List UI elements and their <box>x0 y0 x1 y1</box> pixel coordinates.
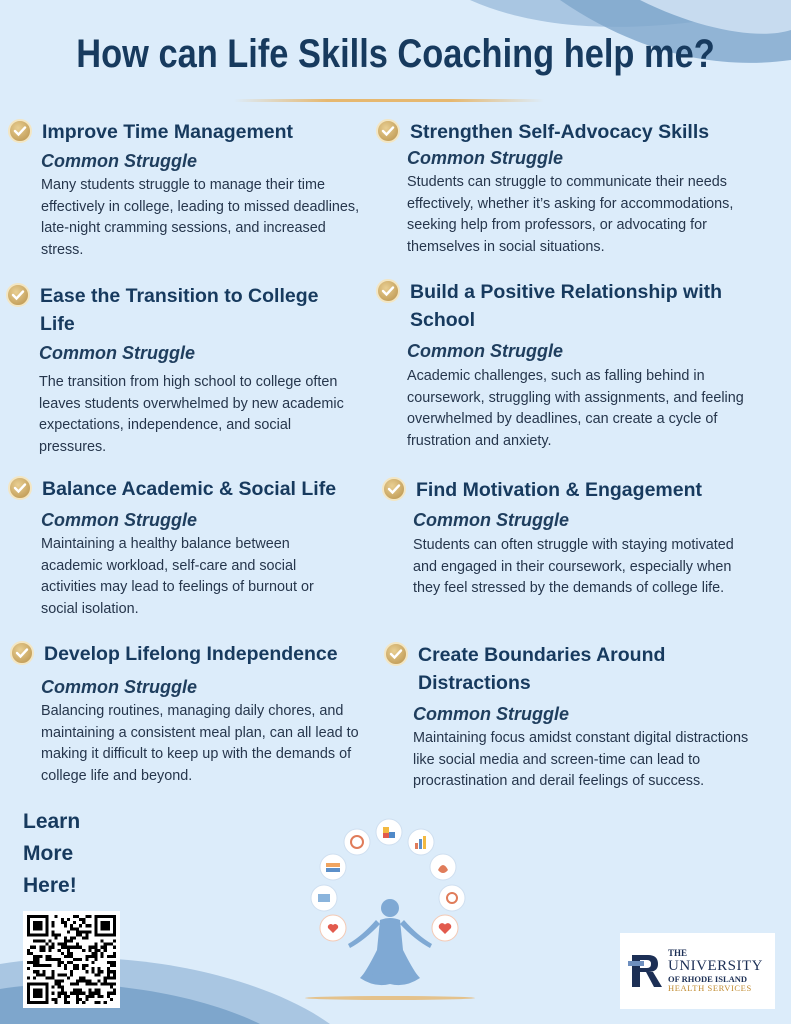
check-badge-icon <box>8 119 32 143</box>
learn-more-line: Learn <box>23 810 81 833</box>
section-independence <box>10 640 365 787</box>
section-subtitle: Common Struggle <box>41 151 197 171</box>
logo-text-line: HEALTH SERVICES <box>668 982 752 993</box>
check-badge-icon <box>8 476 32 500</box>
section-text: Balancing routines, managing daily chores, and maintaining a consistent meal plan, can all lead to making it difficult to keep up with the demands of college life and beyond. <box>41 703 359 784</box>
section-title: Ease the Transition to College Life <box>40 285 319 335</box>
meditation-illustration <box>300 810 480 1020</box>
section-text: Many students struggle to manage their time effectively in college, leading to missed deadlines, late-night cramming sessions, and increased stress. <box>41 177 360 258</box>
section-title: Improve Time Management <box>42 121 294 143</box>
section-subtitle: Common Struggle <box>41 677 197 697</box>
section-subtitle: Common Struggle <box>39 343 195 363</box>
check-badge-icon <box>376 119 400 143</box>
section-text: The transition from high school to college often leaves students overwhelmed by new academic expectations, independence, and social pressures. <box>39 374 344 455</box>
section-subtitle: Common Struggle <box>407 148 563 168</box>
learn-more-text <box>23 806 103 902</box>
section-positive-relationship <box>376 278 776 452</box>
uri-logo-mark <box>628 951 662 991</box>
section-subtitle: Common Struggle <box>413 510 569 530</box>
title-divider <box>234 99 544 102</box>
qr-code[interactable] <box>23 911 120 1008</box>
section-title: Build a Positive Relationship with School <box>410 281 723 331</box>
section-time-management <box>8 118 363 261</box>
logo-text-line: THE <box>668 948 688 959</box>
section-distractions <box>384 641 754 793</box>
learn-more-line: Here! <box>23 874 77 897</box>
section-subtitle: Common Struggle <box>407 341 563 361</box>
learn-more-line: More <box>23 842 74 865</box>
section-motivation <box>382 476 752 600</box>
section-text: Academic challenges, such as falling behind in coursework, struggling with assignments, and feeling overwhelmed by deadlines, can create a cycle of frustration and anxiety. <box>407 368 744 449</box>
check-badge-icon <box>376 279 400 303</box>
check-badge-icon <box>382 477 406 501</box>
section-subtitle: Common Struggle <box>413 704 569 724</box>
section-text: Maintaining focus amidst constant digital distractions like social media and screen-time can lead to procrastination and derail feelings of success. <box>413 730 749 789</box>
section-balance <box>8 475 353 620</box>
section-title: Develop Lifelong Independence <box>44 643 338 665</box>
check-badge-icon <box>10 641 34 665</box>
section-self-advocacy <box>376 118 756 258</box>
section-text: Maintaining a healthy balance between academic workload, self-care and social activities may lead to feelings of burnout or social isolation. <box>41 536 314 617</box>
uri-health-services-logo <box>620 933 775 1009</box>
section-transition <box>6 282 351 458</box>
logo-text-line: OF RHODE ISLAND <box>668 973 748 984</box>
page-title: How can Life Skills Coaching help me? <box>76 32 715 76</box>
section-text: Students can struggle to communicate their needs effectively, whether it’s asking for accommodations, seeking help from professors, or advocating for themselves in social situations. <box>407 174 734 255</box>
section-text: Students can often struggle with staying motivated and engaged in their coursework, especially when they feel stressed by the demands of college life. <box>413 537 734 596</box>
check-badge-icon <box>6 283 30 307</box>
section-title: Find Motivation & Engagement <box>416 479 702 501</box>
section-title: Balance Academic & Social Life <box>42 478 337 500</box>
section-title: Create Boundaries Around Distractions <box>418 644 666 694</box>
check-badge-icon <box>384 642 408 666</box>
section-title: Strengthen Self-Advocacy Skills <box>410 121 710 143</box>
logo-text-line: UNIVERSITY <box>668 957 763 974</box>
section-subtitle: Common Struggle <box>41 510 197 530</box>
